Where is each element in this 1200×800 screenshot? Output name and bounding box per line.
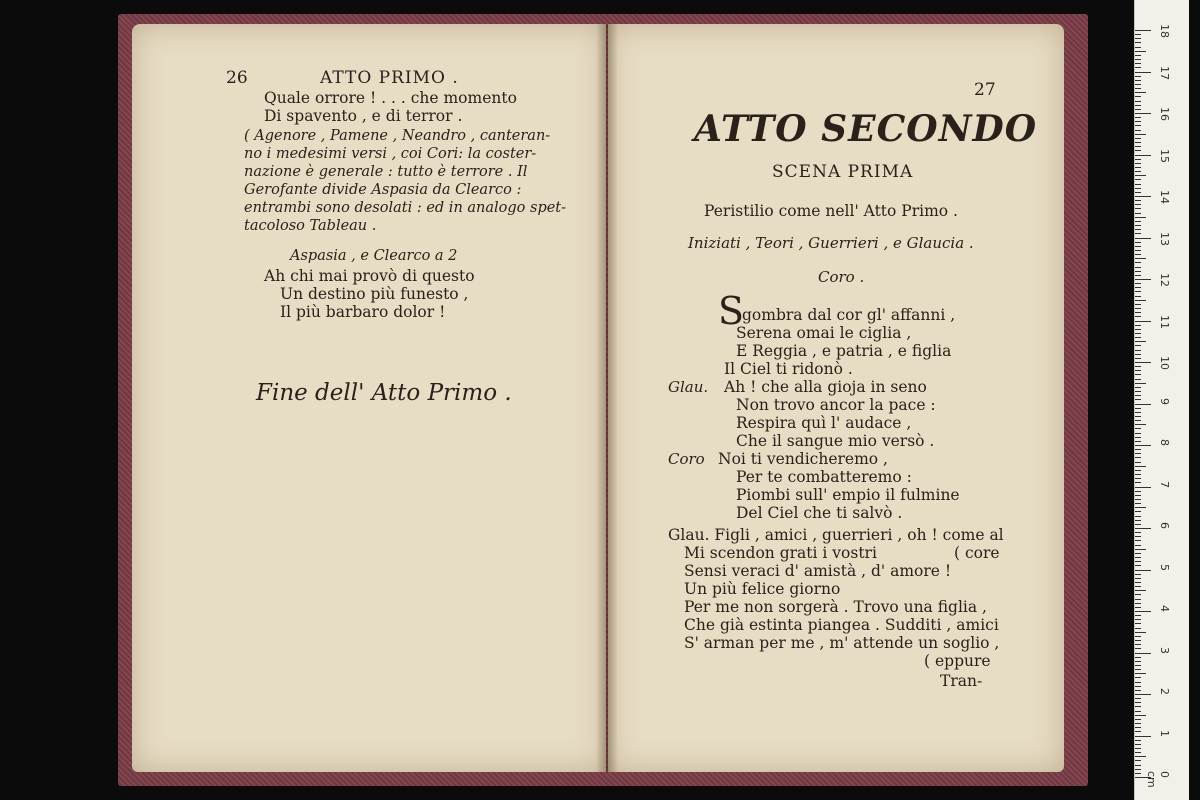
ruler-minor-tick	[1135, 441, 1141, 442]
ruler-minor-tick	[1135, 428, 1141, 429]
ruler-number: 5	[1158, 563, 1171, 571]
ruler-minor-tick	[1135, 424, 1146, 425]
ruler-minor-tick	[1135, 221, 1141, 222]
ruler-minor-tick	[1135, 109, 1141, 110]
end-of-act-title: Fine dell' Atto Primo .	[256, 380, 512, 406]
verse-line: Del Ciel che ti salvò .	[736, 504, 903, 522]
glau-speech-line: Un più felice giorno	[684, 580, 841, 598]
ruler-minor-tick	[1135, 188, 1141, 189]
ruler-number: 2	[1158, 688, 1171, 695]
duet-line: Un destino più funesto ,	[280, 285, 469, 303]
ruler-minor-tick	[1135, 715, 1146, 716]
ruler-minor-tick	[1135, 296, 1141, 297]
ruler-minor-tick	[1135, 553, 1141, 554]
ruler-minor-tick	[1135, 250, 1141, 251]
ruler-minor-tick	[1135, 619, 1141, 620]
setting-line: Peristilio come nell' Atto Primo .	[704, 202, 958, 220]
ruler-minor-tick	[1135, 134, 1146, 135]
ruler-minor-tick	[1135, 138, 1141, 139]
ruler-minor-tick	[1135, 719, 1141, 720]
ruler-minor-tick	[1135, 466, 1146, 467]
ruler-minor-tick	[1135, 540, 1141, 541]
ruler-minor-tick	[1135, 632, 1146, 633]
left-page-number: 26	[226, 68, 248, 88]
ruler-minor-tick	[1135, 38, 1141, 39]
ruler-minor-tick	[1135, 765, 1141, 766]
ruler-minor-tick	[1135, 594, 1141, 595]
ruler-minor-tick	[1135, 163, 1141, 164]
verse-line: Piombi sull' empio il fulmine	[736, 486, 960, 504]
ruler-minor-tick	[1135, 175, 1146, 176]
ruler-minor-tick	[1135, 179, 1141, 180]
ruler-minor-tick	[1135, 628, 1141, 629]
ruler-minor-tick	[1135, 267, 1141, 268]
ruler-minor-tick	[1135, 142, 1141, 143]
ruler-major-tick	[1135, 321, 1151, 322]
verse-line: Serena omai le ciglia ,	[736, 324, 912, 342]
right-page-number: 27	[974, 80, 996, 100]
ruler-number: 0 cm	[1145, 771, 1171, 788]
ruler-major-tick	[1135, 570, 1151, 571]
ruler-minor-tick	[1135, 478, 1141, 479]
ruler-minor-tick	[1135, 731, 1141, 732]
ruler-minor-tick	[1135, 283, 1141, 284]
ruler-minor-tick	[1135, 557, 1141, 558]
ruler-minor-tick	[1135, 532, 1141, 533]
ruler-number: 17	[1158, 65, 1171, 80]
ruler-major-tick	[1135, 279, 1151, 280]
ruler-minor-tick	[1135, 300, 1146, 301]
stage-direction-line: Gerofante divide Aspasia da Clearco :	[244, 182, 522, 198]
ruler-minor-tick	[1135, 752, 1141, 753]
duet-heading: Aspasia , e Clearco a 2	[290, 248, 458, 264]
characters-line: Iniziati , Teori , Guerrieri , e Glaucia .	[688, 234, 974, 252]
ruler-minor-tick	[1135, 308, 1141, 309]
ruler-number: 14	[1158, 190, 1171, 204]
ruler-minor-tick	[1135, 723, 1141, 724]
ruler-minor-tick	[1135, 412, 1141, 413]
ruler-minor-tick	[1135, 379, 1141, 380]
ruler-minor-tick	[1135, 271, 1141, 272]
glau-speech-line: Sensi veraci d' amistà , d' amore !	[684, 562, 952, 580]
drop-cap: S	[718, 289, 745, 333]
ruler-major-tick	[1135, 736, 1151, 737]
ruler-minor-tick	[1135, 204, 1141, 205]
ruler-number: 13	[1158, 231, 1171, 246]
ruler-minor-tick	[1135, 769, 1141, 770]
ruler-number: 6	[1158, 522, 1171, 529]
ruler-number: 1	[1158, 729, 1171, 737]
ruler-minor-tick	[1135, 748, 1141, 749]
ruler-minor-tick	[1135, 482, 1141, 483]
ruler-minor-tick	[1135, 366, 1141, 367]
ruler-minor-tick	[1135, 408, 1141, 409]
ruler-minor-tick	[1135, 312, 1141, 313]
ruler-minor-tick	[1135, 623, 1141, 624]
speaker-label: Coro	[668, 450, 705, 468]
ruler-number: 7	[1158, 480, 1171, 488]
ruler-minor-tick	[1135, 657, 1141, 658]
ruler-minor-tick	[1135, 648, 1141, 649]
ruler-minor-tick	[1135, 457, 1141, 458]
ruler-minor-tick	[1135, 661, 1141, 662]
stage-direction-line: ( Agenore , Pamene , Neandro , canteran-	[244, 128, 551, 144]
ruler-minor-tick	[1135, 329, 1141, 330]
ruler-minor-tick	[1135, 698, 1141, 699]
ruler-minor-tick	[1135, 603, 1141, 604]
ruler-minor-tick	[1135, 677, 1141, 678]
ruler-number: 11	[1158, 314, 1171, 329]
ruler-minor-tick	[1135, 520, 1141, 521]
ruler-major-tick	[1135, 30, 1151, 31]
ruler-minor-tick	[1135, 184, 1141, 185]
ruler-minor-tick	[1135, 644, 1141, 645]
verse-line: Di spavento , e di terror .	[264, 107, 463, 125]
ruler-minor-tick	[1135, 262, 1141, 263]
verse-line: gombra dal cor gl' affanni ,	[742, 306, 956, 324]
ruler-minor-tick	[1135, 287, 1141, 288]
ruler-minor-tick	[1135, 599, 1141, 600]
ruler-minor-tick	[1135, 358, 1141, 359]
verse-line: Che il sangue mio versò .	[736, 432, 935, 450]
ruler-minor-tick	[1135, 744, 1141, 745]
ruler-minor-tick	[1135, 711, 1141, 712]
stage-direction-line: entrambi sono desolati : ed in analogo spet-	[244, 200, 567, 216]
ruler-minor-tick	[1135, 171, 1141, 172]
ruler-minor-tick	[1135, 80, 1141, 81]
ruler-minor-tick	[1135, 491, 1141, 492]
ruler-major-tick	[1135, 445, 1151, 446]
ruler-minor-tick	[1135, 453, 1141, 454]
ruler-minor-tick	[1135, 117, 1141, 118]
ruler-major-tick	[1135, 404, 1151, 405]
ruler-minor-tick	[1135, 437, 1141, 438]
ruler-minor-tick	[1135, 383, 1146, 384]
ruler-number: 3	[1158, 646, 1171, 654]
verse-line: Per te combatteremo :	[736, 468, 912, 486]
ruler-minor-tick	[1135, 63, 1141, 64]
ruler-minor-tick	[1135, 391, 1141, 392]
verse-line: Quale orrore ! . . . che momento	[264, 89, 517, 107]
ruler-minor-tick	[1135, 665, 1141, 666]
duet-line: Ah chi mai provò di questo	[264, 267, 475, 285]
speaker-label: Glau.	[668, 378, 709, 396]
ruler-minor-tick	[1135, 470, 1141, 471]
ruler-minor-tick	[1135, 341, 1146, 342]
ruler-minor-tick	[1135, 150, 1141, 151]
ruler-minor-tick	[1135, 59, 1141, 60]
act-title: ATTO SECONDO	[694, 108, 1038, 150]
ruler-minor-tick	[1135, 561, 1141, 562]
ruler-minor-tick	[1135, 615, 1141, 616]
stage-direction-line: no i medesimi versi , coi Cori: la coster-	[244, 146, 537, 162]
ruler-minor-tick	[1135, 370, 1141, 371]
ruler-minor-tick	[1135, 516, 1141, 517]
ruler-minor-tick	[1135, 146, 1141, 147]
ruler-minor-tick	[1135, 200, 1141, 201]
ruler-minor-tick	[1135, 740, 1141, 741]
ruler-minor-tick	[1135, 291, 1141, 292]
ruler-minor-tick	[1135, 67, 1141, 68]
ruler-minor-tick	[1135, 130, 1141, 131]
ruler-minor-tick	[1135, 387, 1141, 388]
turnover-core: ( core	[954, 544, 1000, 562]
ruler-minor-tick	[1135, 395, 1141, 396]
ruler-minor-tick	[1135, 499, 1141, 500]
verse-line: Noi ti vendicheremo ,	[718, 450, 888, 468]
ruler-minor-tick	[1135, 586, 1141, 587]
ruler-minor-tick	[1135, 42, 1141, 43]
ruler-major-tick	[1135, 487, 1151, 488]
stage-direction-line: tacoloso Tableau .	[244, 218, 377, 234]
ruler-minor-tick	[1135, 549, 1146, 550]
ruler-minor-tick	[1135, 233, 1141, 234]
glau-speech-line: Glau. Figli , amici , guerrieri , oh ! come al	[668, 526, 1004, 544]
ruler-number: 4	[1158, 605, 1171, 612]
ruler-minor-tick	[1135, 416, 1141, 417]
ruler-minor-tick	[1135, 92, 1146, 93]
ruler-minor-tick	[1135, 242, 1141, 243]
ruler-number: 8	[1158, 439, 1171, 446]
ruler-minor-tick	[1135, 101, 1141, 102]
ruler-minor-tick	[1135, 449, 1141, 450]
ruler-major-tick	[1135, 362, 1151, 363]
ruler-minor-tick	[1135, 125, 1141, 126]
ruler-major-tick	[1135, 611, 1151, 612]
ruler-minor-tick	[1135, 636, 1141, 637]
ruler-minor-tick	[1135, 345, 1141, 346]
ruler-minor-tick	[1135, 682, 1141, 683]
ruler-minor-tick	[1135, 420, 1141, 421]
verse-line: Respira quì l' audace ,	[736, 414, 912, 432]
ruler-minor-tick	[1135, 76, 1141, 77]
ruler-minor-tick	[1135, 84, 1141, 85]
turnover-eppure: ( eppure	[924, 652, 991, 670]
left-page	[132, 24, 606, 772]
ruler-minor-tick	[1135, 511, 1141, 512]
ruler-major-tick	[1135, 72, 1151, 73]
ruler-number: 15	[1158, 148, 1171, 163]
ruler-minor-tick	[1135, 607, 1141, 608]
ruler-minor-tick	[1135, 350, 1141, 351]
ruler-minor-tick	[1135, 254, 1141, 255]
ruler-minor-tick	[1135, 773, 1141, 774]
ruler-major-tick	[1135, 113, 1151, 114]
ruler-minor-tick	[1135, 524, 1141, 525]
ruler-minor-tick	[1135, 374, 1141, 375]
ruler-minor-tick	[1135, 333, 1141, 334]
ruler-minor-tick	[1135, 51, 1146, 52]
ruler-minor-tick	[1135, 690, 1141, 691]
ruler-major-tick	[1135, 196, 1151, 197]
measurement-ruler	[1134, 0, 1189, 800]
ruler-minor-tick	[1135, 275, 1141, 276]
duet-line: Il più barbaro dolor !	[280, 303, 446, 321]
ruler-minor-tick	[1135, 433, 1141, 434]
ruler-minor-tick	[1135, 192, 1141, 193]
coro-heading: Coro .	[818, 268, 865, 286]
ruler-minor-tick	[1135, 399, 1141, 400]
ruler-minor-tick	[1135, 507, 1146, 508]
verse-line: E Reggia , e patria , e figlia	[736, 342, 952, 360]
book-gutter	[596, 24, 618, 772]
ruler-minor-tick	[1135, 354, 1141, 355]
ruler-minor-tick	[1135, 55, 1141, 56]
ruler-minor-tick	[1135, 702, 1141, 703]
ruler-minor-tick	[1135, 536, 1141, 537]
ruler-minor-tick	[1135, 503, 1141, 504]
ruler-major-tick	[1135, 694, 1151, 695]
ruler-major-tick	[1135, 528, 1151, 529]
ruler-minor-tick	[1135, 495, 1141, 496]
ruler-major-tick	[1135, 653, 1151, 654]
glau-speech-line: Per me non sorgerà . Trovo una figlia ,	[684, 598, 987, 616]
ruler-major-tick	[1135, 155, 1151, 156]
ruler-minor-tick	[1135, 673, 1146, 674]
ruler-minor-tick	[1135, 121, 1141, 122]
ruler-minor-tick	[1135, 706, 1141, 707]
ruler-number: 12	[1158, 273, 1171, 287]
ruler-minor-tick	[1135, 304, 1141, 305]
ruler-minor-tick	[1135, 760, 1141, 761]
stage-direction-line: nazione è generale : tutto è terrore . Il	[244, 164, 528, 180]
verse-line: Non trovo ancor la pace :	[736, 396, 936, 414]
ruler-number: 16	[1158, 107, 1171, 121]
ruler-minor-tick	[1135, 545, 1141, 546]
ruler-number: 18	[1158, 24, 1171, 38]
ruler-minor-tick	[1135, 159, 1141, 160]
ruler-minor-tick	[1135, 582, 1141, 583]
ruler-minor-tick	[1135, 669, 1141, 670]
ruler-minor-tick	[1135, 565, 1141, 566]
ruler-minor-tick	[1135, 96, 1141, 97]
ruler-number: 9	[1158, 397, 1171, 405]
ruler-minor-tick	[1135, 88, 1141, 89]
ruler-minor-tick	[1135, 578, 1141, 579]
ruler-minor-tick	[1135, 34, 1141, 35]
ruler-minor-tick	[1135, 229, 1141, 230]
verse-line: Ah ! che alla gioja in seno	[724, 378, 927, 396]
ruler-minor-tick	[1135, 640, 1141, 641]
ruler-minor-tick	[1135, 47, 1141, 48]
ruler-minor-tick	[1135, 208, 1141, 209]
ruler-minor-tick	[1135, 727, 1141, 728]
scene-title: SCENA PRIMA	[772, 162, 914, 182]
catchword: Tran-	[940, 672, 983, 690]
right-page	[608, 24, 1064, 772]
ruler-minor-tick	[1135, 316, 1141, 317]
ruler-minor-tick	[1135, 167, 1141, 168]
ruler-minor-tick	[1135, 462, 1141, 463]
ruler-minor-tick	[1135, 213, 1141, 214]
ruler-minor-tick	[1135, 217, 1146, 218]
ruler-number: 10	[1158, 356, 1171, 370]
ruler-minor-tick	[1135, 225, 1141, 226]
ruler-minor-tick	[1135, 474, 1141, 475]
ruler-minor-tick	[1135, 756, 1146, 757]
ruler-major-tick	[1135, 238, 1151, 239]
glau-speech-line: Che già estinta piangea . Sudditi , amici	[684, 616, 999, 634]
running-head: ATTO PRIMO .	[320, 68, 459, 88]
ruler-minor-tick	[1135, 258, 1146, 259]
verse-line: Il Ciel ti ridonò .	[724, 360, 853, 378]
ruler-minor-tick	[1135, 246, 1141, 247]
ruler-minor-tick	[1135, 574, 1141, 575]
ruler-minor-tick	[1135, 686, 1141, 687]
ruler-minor-tick	[1135, 325, 1141, 326]
glau-speech-line: Mi scendon grati i vostri	[684, 544, 877, 562]
ruler-minor-tick	[1135, 105, 1141, 106]
ruler-minor-tick	[1135, 590, 1146, 591]
glau-speech-line: S' arman per me , m' attende un soglio ,	[684, 634, 1000, 652]
ruler-minor-tick	[1135, 337, 1141, 338]
